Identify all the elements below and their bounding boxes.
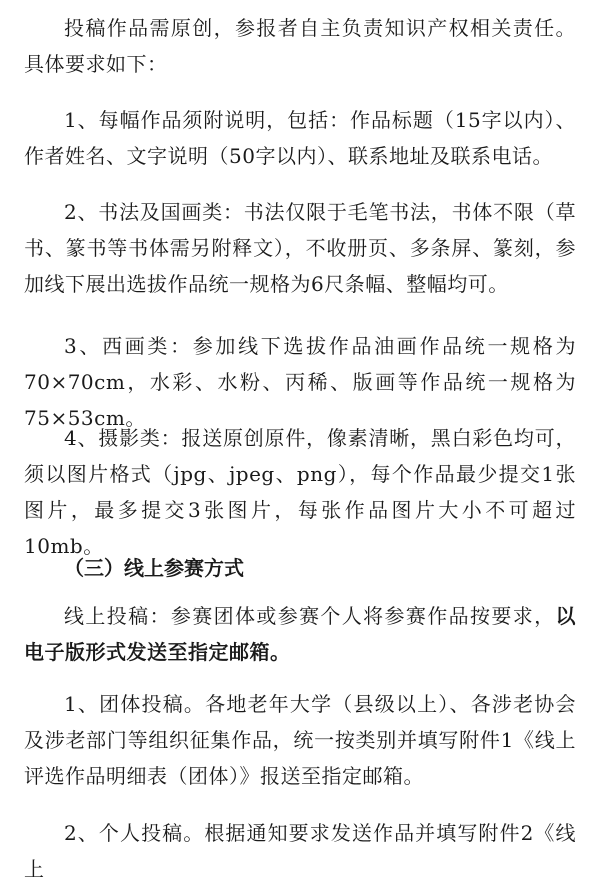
- intro-paragraph: 投稿作品需原创，参报者自主负责知识产权相关责任。具体要求如下：: [24, 16, 576, 76]
- requirement-item-1: 1、每幅作品须附说明，包括：作品标题（15字以内）、作者姓名、文字说明（50字以内）、联系地址及联系电话。: [24, 108, 576, 168]
- online-intro-emphasis: 以电子版形式发送至指定邮箱。: [24, 604, 576, 664]
- requirement-item-4: 4、摄影类：报送原创原件，像素清晰，黑白彩色均可，须以图片格式（jpg、jpeg、png），每个作品最少提交1张图片，最多提交3张图片，每张作品图片大小不可超过10mb。: [24, 426, 576, 558]
- online-item-1: 1、团体投稿。各地老年大学（县级以上）、各涉老协会及涉老部门等组织征集作品，统一按类别并填写附件1《线上评选作品明细表（团体）》报送至指定邮箱。: [24, 692, 576, 788]
- online-intro-paragraph: [24, 598, 576, 670]
- online-intro-text: 线上投稿：参赛团体或参赛个人将参赛作品按要求，: [64, 604, 556, 628]
- section-heading: （三）线上参赛方式: [64, 556, 244, 580]
- requirement-item-2: 2、书法及国画类：书法仅限于毛笔书法，书体不限（草书、篆书等书体需另附释文），不收册页、多条屏、篆刻，参加线下展出选拔作品统一规格为6尺条幅、整幅均可。: [24, 200, 576, 296]
- requirement-item-3: 3、西画类：参加线下选拔作品油画作品统一规格为70×70cm，水彩、水粉、丙稀、版画等作品统一规格为75×53cm。: [24, 334, 576, 430]
- online-item-2: 2、个人投稿。根据通知要求发送作品并填写附件2《线上: [24, 821, 576, 881]
